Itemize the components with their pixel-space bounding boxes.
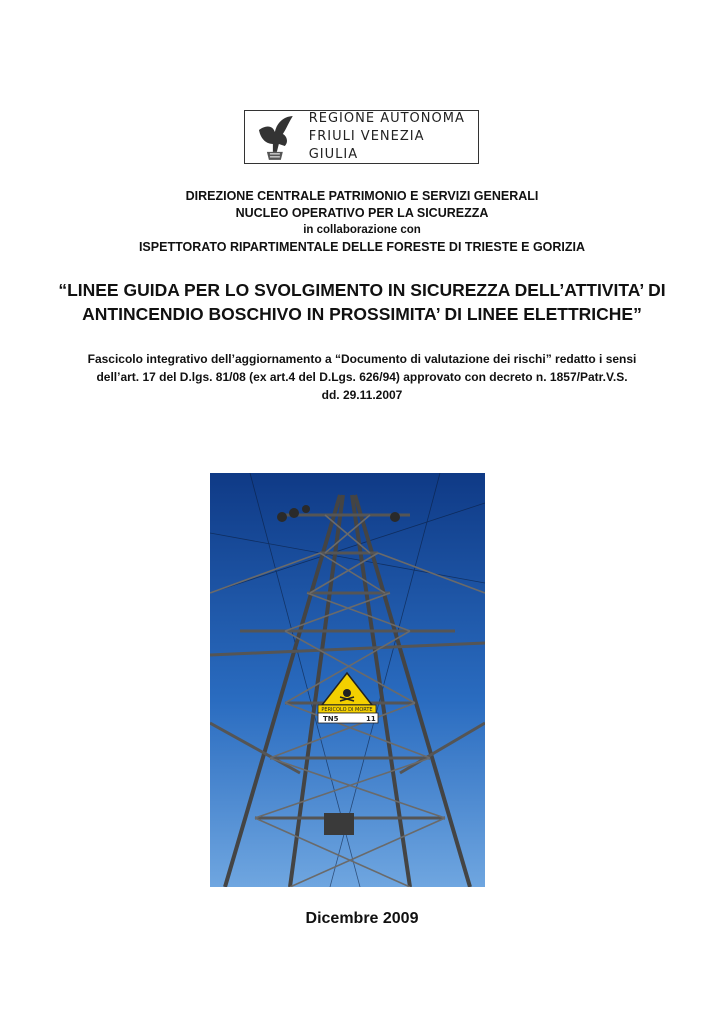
header-block	[0, 188, 724, 256]
header-line-1: DIREZIONE CENTRALE PATRIMONIO E SERVIZI GENERALI	[185, 189, 539, 203]
subtitle-line-2: dell’art. 17 del D.lgs. 81/08 (ex art.4 del D.Lgs. 626/94) approvato con decreto n. 1857/Patr.V.S.	[96, 370, 628, 384]
title-line-2: ANTINCENDIO BOSCHIVO IN PROSSIMITA’ DI LINEE ELETTRICHE”	[82, 304, 642, 324]
document-title	[40, 278, 684, 326]
subtitle-line-3: dd. 29.11.2007	[321, 388, 403, 402]
sign-title: PERICOLO DI MORTE	[321, 707, 373, 713]
region-logo	[244, 110, 479, 164]
eagle-icon	[253, 112, 299, 162]
sign-number: 11	[366, 715, 376, 723]
title-line-1: “LINEE GUIDA PER LO SVOLGIMENTO IN SICUREZZA DELL’ATTIVITA’ DI	[58, 280, 666, 300]
header-line-2: NUCLEO OPERATIVO PER LA SICUREZZA	[235, 206, 489, 220]
subtitle-line-1: Fascicolo integrativo dell’aggiornamento a “Documento di valutazione dei rischi” redatto i sensi	[87, 352, 637, 366]
document-subtitle	[50, 350, 674, 404]
header-line-4: ISPETTORATO RIPARTIMENTALE DELLE FORESTE DI TRIESTE E GORIZIA	[138, 240, 586, 254]
header-line-3: in collaborazione con	[303, 224, 421, 236]
pylon-photo	[210, 473, 485, 887]
logo-line-2: FRIULI VENEZIA GIULIA	[308, 129, 425, 162]
sign-code: TN5	[323, 715, 339, 723]
document-date: Dicembre 2009	[305, 910, 419, 927]
logo-line-1: REGIONE AUTONOMA	[308, 111, 465, 126]
